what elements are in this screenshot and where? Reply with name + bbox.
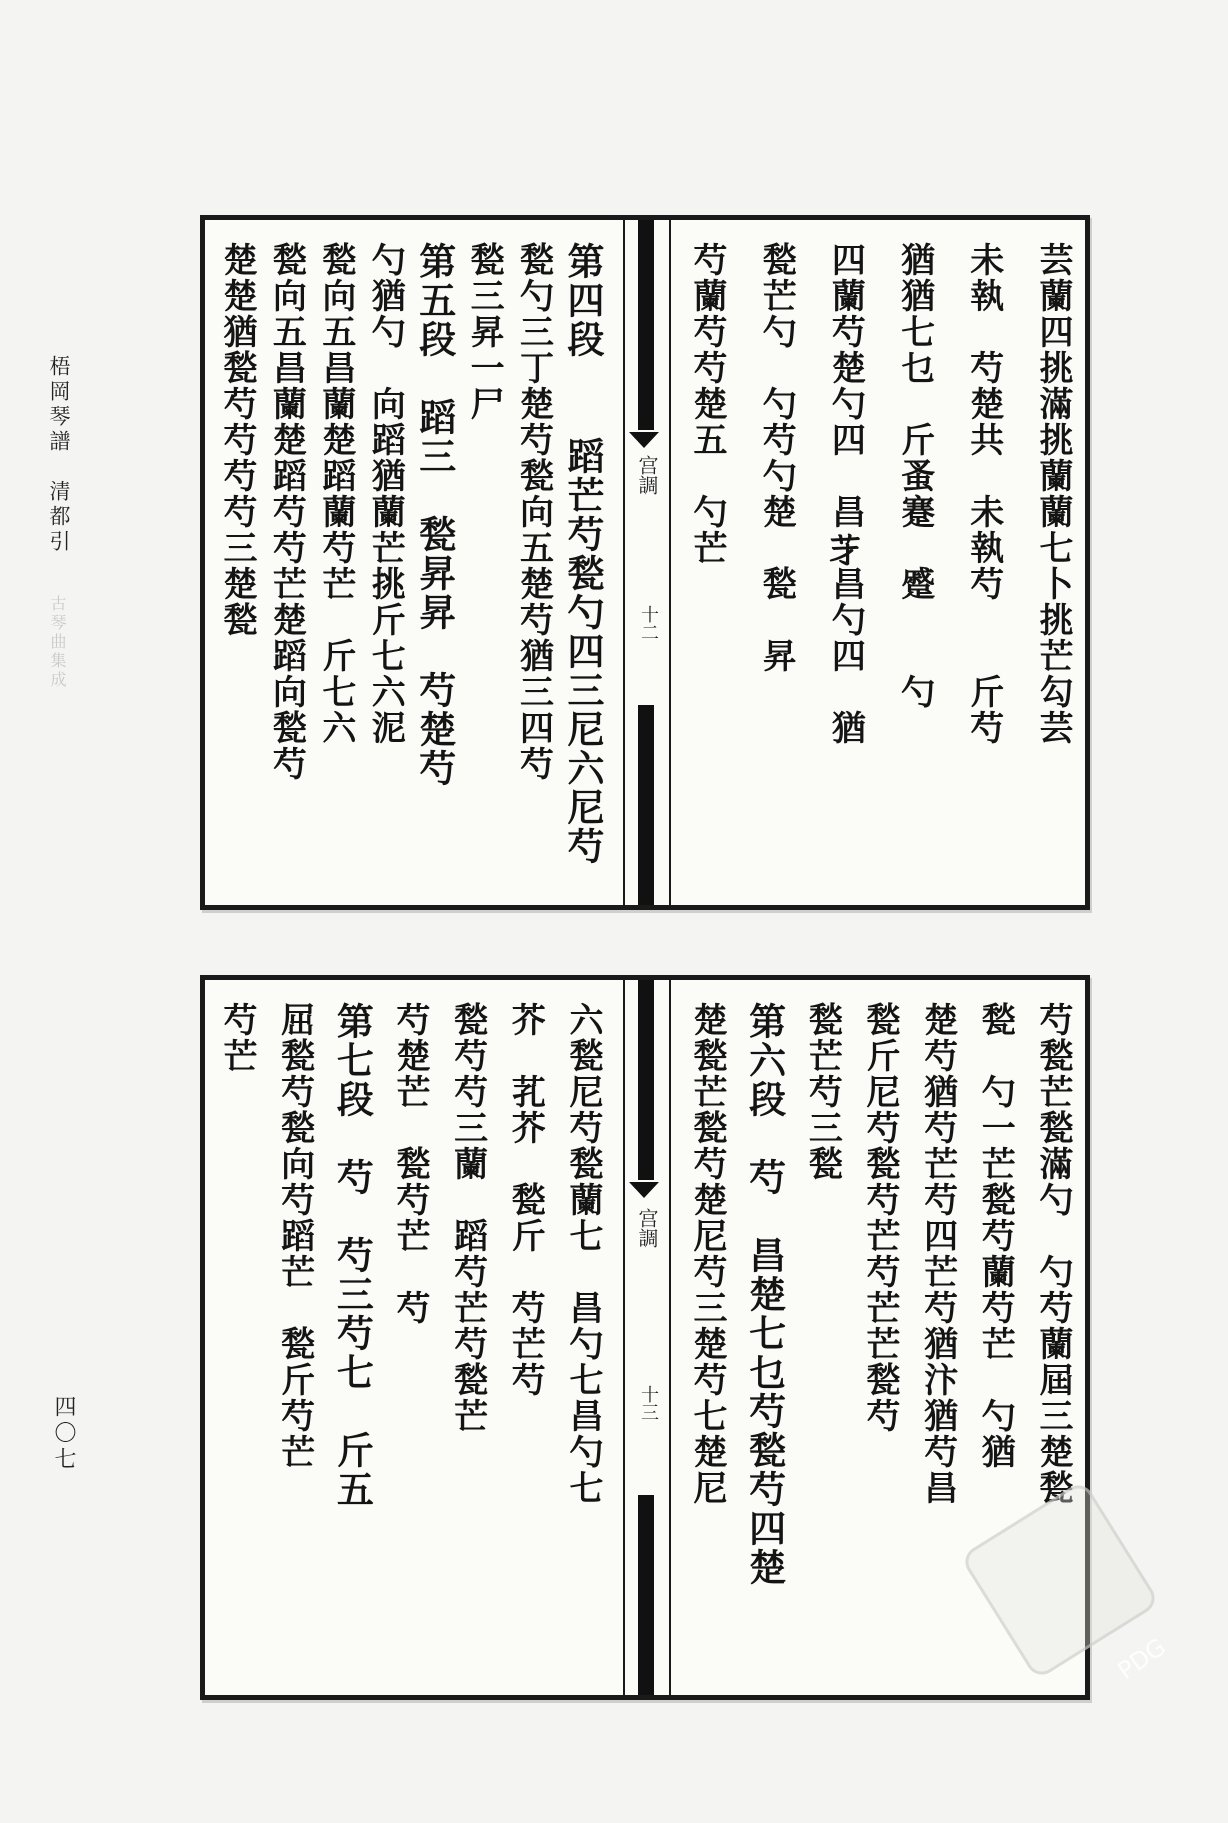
text-column: 甃芒勺 勺芍勺楚 甃 昇 [756, 242, 797, 674]
text-column: 芸蘭四挑滿挑蘭蘭七卜挑芒勾芸 [1032, 242, 1073, 746]
watermark-text: PDG [1113, 1632, 1172, 1686]
text-column: 未執 芍楚共 未執芍 斤芍 [963, 242, 1004, 746]
text-column: 芍楚芒 甃芍芒 芍 [389, 1002, 430, 1326]
text-column: 芥 芤芥 甃斤 芍芒芍 [505, 1002, 546, 1398]
text-column: 第五段 蹈三 甃昇昇 芍楚芍 [412, 242, 457, 788]
leaf-number: 十二 [638, 605, 659, 641]
fish-tail-mark-lower [638, 1495, 654, 1695]
text-column: 甃向五昌蘭楚蹈芍芍芒楚蹈向甃芍 [266, 242, 307, 782]
bottom-spread [200, 975, 1090, 1700]
text-column: 第六段 芍 昌楚七乜芍甃芍四楚 [742, 1002, 787, 1587]
text-column: 甃向五昌蘭楚蹈蘭芍芒 斤七六 [315, 242, 356, 746]
fish-tail-notch [629, 432, 659, 448]
center-label: 宫調 [635, 455, 659, 495]
text-column: 四蘭芍楚勺四 昌𦬁昌勺四 猶 [825, 242, 866, 746]
top-center-strip [623, 220, 671, 905]
text-column: 六甃尼芍甃蘭七 昌勺七昌勺七 [562, 1002, 603, 1506]
text-column: 甃 勺一芒甃芍蘭芍芒 勺猶 [975, 1002, 1016, 1470]
text-column: 猶猶七乜 斤蚤蹇 蹙 勺 [894, 242, 935, 710]
text-column: 屈甃芍甃向芍蹈芒 甃斤芍芒 [274, 1002, 315, 1470]
top-left-page [205, 220, 615, 905]
book-title: 梧岡琴譜 清都引 [47, 355, 71, 555]
top-spread [200, 215, 1090, 910]
text-column: 甃斤尼芍甃芍芒芍芒芒甃芍 [859, 1002, 900, 1434]
page-number: 四〇七 [51, 1395, 76, 1473]
text-column: 第七段 芍 芍三芍七 斤五 [330, 1002, 375, 1509]
text-column: 甃芒芍三甃 [802, 1002, 843, 1182]
fish-tail-mark [638, 980, 654, 1180]
faint-margin-text: 古琴曲集成 [48, 595, 67, 690]
text-column: 甃三昇一尸 [464, 242, 505, 422]
center-label: 宫調 [635, 1208, 659, 1248]
fish-tail-mark-lower [638, 705, 654, 905]
fish-tail-mark [638, 220, 654, 430]
text-column: 甃勺三丁楚芍甃向五楚芍猶三四芍 [513, 242, 554, 782]
text-column: 芍蘭芍芍楚五 勺芒 [687, 242, 727, 566]
text-column: 楚甃芒甃芍楚尼芍三楚芍七楚尼 [687, 1002, 727, 1506]
top-right-page [675, 220, 1085, 905]
text-column: 芍甃芒甃滿勺 勺芍蘭屆三楚甃 [1032, 1002, 1073, 1506]
bottom-left-page [205, 980, 615, 1695]
leaf-number: 十三 [638, 1385, 659, 1421]
text-column: 勺猶勺 向蹈猶蘭芒挑斤七六泥 [365, 242, 406, 746]
bottom-center-strip [623, 980, 671, 1695]
text-column: 第四段 蹈芒芍甃勺四三尼六尼芍 [560, 242, 605, 866]
text-column: 甃芍芍三蘭 蹈芍芒芍甃芒 [447, 1002, 488, 1434]
text-column: 楚芍猶芍芒芍四芒芍猶汴猶芍昌 [917, 1002, 958, 1506]
text-column: 楚楚猶甃芍芍芍芍三楚甃 [217, 242, 257, 638]
text-column: 芍芒 [217, 1002, 257, 1074]
fish-tail-notch [629, 1182, 659, 1198]
